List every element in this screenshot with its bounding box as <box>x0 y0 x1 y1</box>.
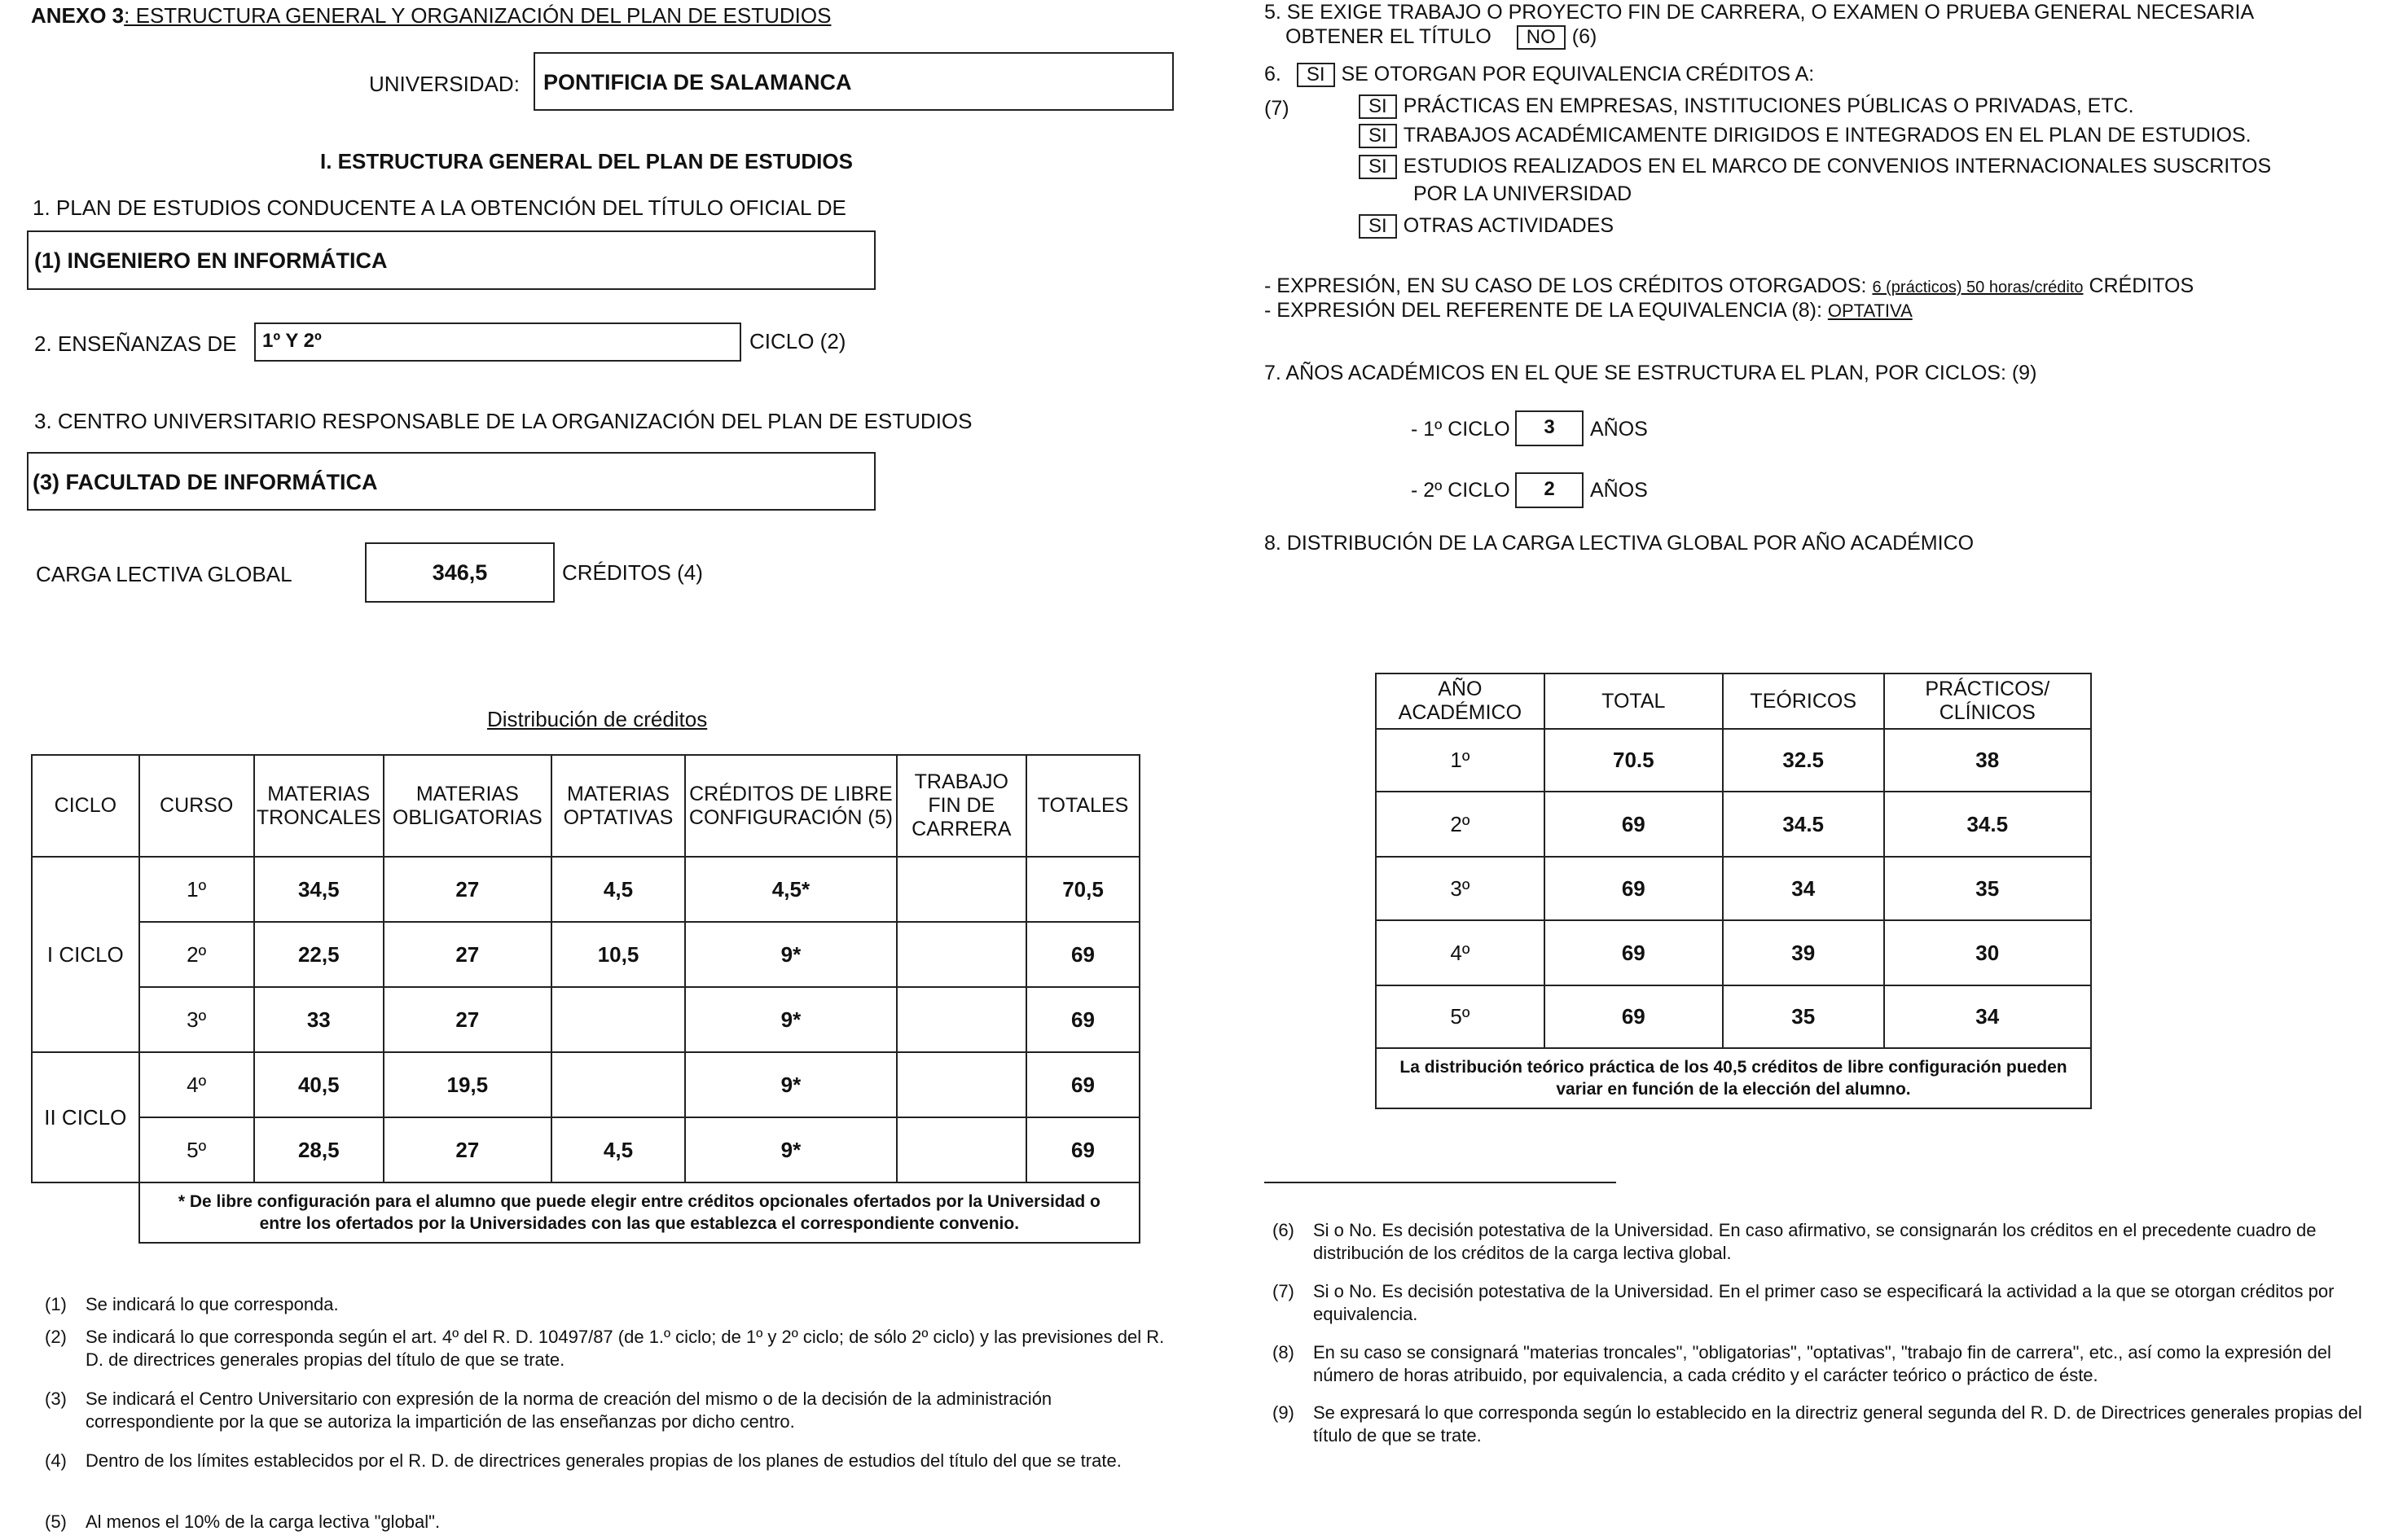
year-distribution-table <box>1375 673 2092 1109</box>
footnote-text: Se expresará lo que corresponda según lo establecido en la directriz general segunda del R. D. de Directrices generales propias del título de que se trate. <box>1313 1402 2362 1446</box>
item6-ref: (7) <box>1264 97 1289 120</box>
item1-value: (1) INGENIERO EN INFORMÁTICA <box>34 248 388 273</box>
dist-note-row <box>32 1182 1140 1243</box>
equiv-value: SI <box>1359 94 1397 119</box>
university-value: PONTIFICIA DE SALAMANCA <box>543 70 852 94</box>
item6-value: SI <box>1297 63 1335 87</box>
ciclo2-unit: AÑOS <box>1590 479 1648 502</box>
dist-note-line2: entre los ofertados por la Universidades con las que establezca el correspondiente convenio. <box>259 1214 1020 1233</box>
optativas-cell <box>551 1052 686 1117</box>
equiv-label: TRABAJOS ACADÉMICAMENTE DIRIGIDOS E INTEGRADOS EN EL PLAN DE ESTUDIOS. <box>1403 124 2251 147</box>
curso-cell: 3º <box>139 987 254 1052</box>
annex-label: ANEXO 3 <box>31 3 125 28</box>
annex-title: : ESTRUCTURA GENERAL Y ORGANIZACIÓN DEL PLAN DE ESTUDIOS <box>124 3 832 28</box>
year-cell: 1º <box>1376 729 1544 792</box>
expr1-label: - EXPRESIÓN, EN SU CASO DE LOS CRÉDITOS OTORGADOS: <box>1264 274 1867 297</box>
dist-header-curso: CURSO <box>139 755 254 857</box>
total-cell: 69 <box>1026 1117 1140 1182</box>
expr1-value: 6 (prácticos) 50 horas/crédito <box>1872 279 2084 296</box>
footnote-num: (8) <box>1272 1342 1294 1362</box>
item1-label: 1. PLAN DE ESTUDIOS CONDUCENTE A LA OBTENCIÓN DEL TÍTULO OFICIAL DE <box>33 195 846 220</box>
dist-header-ciclo: CICLO <box>32 755 139 857</box>
curso-cell: 1º <box>139 857 254 922</box>
equiv-label: PRÁCTICAS EN EMPRESAS, INSTITUCIONES PÚBLICAS O PRIVADAS, ETC. <box>1403 94 2134 117</box>
ciclo1-value: 3 <box>1544 416 1555 438</box>
year-header-year: AÑO ACADÉMICO <box>1376 673 1544 729</box>
ciclo2-value: 2 <box>1544 478 1555 500</box>
troncales-cell: 34,5 <box>254 857 384 922</box>
obligatorias-cell: 27 <box>384 1117 551 1182</box>
troncales-cell: 22,5 <box>254 922 384 987</box>
troncales-cell: 33 <box>254 987 384 1052</box>
obligatorias-cell: 27 <box>384 987 551 1052</box>
dist-header-row <box>32 755 1140 857</box>
libre-cell: 9* <box>685 922 896 987</box>
practicos-cell: 34 <box>1884 985 2091 1048</box>
dist-header-totales: TOTALES <box>1026 755 1140 857</box>
teoricos-cell: 39 <box>1723 920 1884 985</box>
item5-label: OBTENER EL TÍTULO <box>1285 25 1491 48</box>
year-note <box>1376 1048 2091 1108</box>
footnote-text: Si o No. Es decisión potestativa de la Universidad. En caso afirmativo, se consignarán los créditos en el precedente cuadro de distribución de los créditos de la carga lectiva global. <box>1313 1220 2317 1263</box>
footnote-num: (9) <box>1272 1402 1294 1423</box>
troncales-cell: 40,5 <box>254 1052 384 1117</box>
total-cell: 69 <box>1026 987 1140 1052</box>
table-row <box>32 987 1140 1052</box>
obligatorias-cell: 19,5 <box>384 1052 551 1117</box>
total-cell: 69 <box>1544 985 1723 1048</box>
item2-value: 1º Y 2º <box>262 330 322 352</box>
ciclo-cell: I CICLO <box>32 857 139 1052</box>
dist-header-obligatorias: MATERIAS OBLIGATORIAS <box>384 755 551 857</box>
dist-header-optativas: MATERIAS OPTATIVAS <box>551 755 686 857</box>
item5-line2 <box>1285 24 1597 50</box>
carga-label: CARGA LECTIVA GLOBAL <box>36 562 292 586</box>
obligatorias-cell: 27 <box>384 922 551 987</box>
expr2-value: OPTATIVA <box>1827 301 1913 321</box>
trabajo-cell <box>897 922 1026 987</box>
annex-heading <box>31 3 831 28</box>
curso-cell: 5º <box>139 1117 254 1182</box>
total-cell: 69 <box>1544 792 1723 857</box>
footnote-num: (2) <box>45 1327 67 1347</box>
optativas-cell: 4,5 <box>551 857 686 922</box>
libre-cell: 4,5* <box>685 857 896 922</box>
trabajo-cell <box>897 987 1026 1052</box>
practicos-cell: 34.5 <box>1884 792 2091 857</box>
item3-value: (3) FACULTAD DE INFORMÁTICA <box>33 470 378 494</box>
equiv-item-4 <box>1359 213 1614 239</box>
teoricos-cell: 32.5 <box>1723 729 1884 792</box>
item5-line1: 5. SE EXIGE TRABAJO O PROYECTO FIN DE CARRERA, O EXAMEN O PRUEBA GENERAL NECESARIA <box>1264 1 2255 24</box>
obligatorias-cell: 27 <box>384 857 551 922</box>
expr2-line <box>1264 298 1913 323</box>
section-title: I. ESTRUCTURA GENERAL DEL PLAN DE ESTUDIOS <box>320 149 853 173</box>
equiv-value: SI <box>1359 155 1397 179</box>
carga-value: 346,5 <box>432 560 488 585</box>
curso-cell: 4º <box>139 1052 254 1117</box>
year-note-line2: variar en función de la elección del alumno. <box>1556 1080 1911 1099</box>
equiv-label: OTRAS ACTIVIDADES <box>1403 214 1614 237</box>
equiv-value: SI <box>1359 124 1397 148</box>
year-cell: 5º <box>1376 985 1544 1048</box>
equiv-value: SI <box>1359 214 1397 239</box>
item7-label: 7. AÑOS ACADÉMICOS EN EL QUE SE ESTRUCTURA EL PLAN, POR CICLOS: (9) <box>1264 362 2037 384</box>
item2-box <box>254 322 741 362</box>
optativas-cell: 10,5 <box>551 922 686 987</box>
footnote-text: Dentro de los límites establecidos por el R. D. de directrices generales propias de los planes de estudios del título del que se trate. <box>86 1450 1122 1471</box>
table-row <box>1376 920 2091 985</box>
footnote-num: (3) <box>45 1389 67 1409</box>
optativas-cell <box>551 987 686 1052</box>
year-header-total: TOTAL <box>1544 673 1723 729</box>
table-row <box>32 922 1140 987</box>
expr1-suffix: CRÉDITOS <box>2089 274 2194 297</box>
expr1-line <box>1264 274 2194 300</box>
footnote-num: (6) <box>1272 1220 1294 1240</box>
total-cell: 70.5 <box>1544 729 1723 792</box>
dist-title: Distribución de créditos <box>487 707 708 731</box>
footnote-text: Se indicará lo que corresponda. <box>86 1294 339 1314</box>
trabajo-cell <box>897 857 1026 922</box>
table-row <box>32 857 1140 922</box>
trabajo-cell <box>897 1117 1026 1182</box>
ciclo1-label: - 1º CICLO <box>1411 418 1510 441</box>
footnote-divider <box>1264 1182 1616 1183</box>
year-cell: 3º <box>1376 857 1544 920</box>
libre-cell: 9* <box>685 1052 896 1117</box>
dist-header-libre: CRÉDITOS DE LIBRE CONFIGURACIÓN (5) <box>685 755 896 857</box>
year-cell: 2º <box>1376 792 1544 857</box>
carga-suffix: CRÉDITOS (4) <box>562 560 703 585</box>
teoricos-cell: 34.5 <box>1723 792 1884 857</box>
item6-num: 6. <box>1264 63 1281 86</box>
year-cell: 4º <box>1376 920 1544 985</box>
total-cell: 70,5 <box>1026 857 1140 922</box>
dist-note-line1: * De libre configuración para el alumno que puede elegir entre créditos opcionales ofertados por la Universidad o <box>178 1192 1100 1211</box>
trabajo-cell <box>897 1052 1026 1117</box>
item2-suffix: CICLO (2) <box>749 329 846 353</box>
libre-cell: 9* <box>685 1117 896 1182</box>
university-label: UNIVERSIDAD: <box>369 72 520 96</box>
year-note-line1: La distribución teórico práctica de los 40,5 créditos de libre configuración pueden <box>1399 1058 2067 1077</box>
table-row <box>1376 729 2091 792</box>
optativas-cell: 4,5 <box>551 1117 686 1182</box>
item6-label: SE OTORGAN POR EQUIVALENCIA CRÉDITOS A: <box>1341 63 1815 86</box>
year-header-practicos: PRÁCTICOS/ CLÍNICOS <box>1884 673 2091 729</box>
item3-label: 3. CENTRO UNIVERSITARIO RESPONSABLE DE LA ORGANIZACIÓN DEL PLAN DE ESTUDIOS <box>34 409 973 433</box>
equiv-item-3-line2: POR LA UNIVERSIDAD <box>1413 182 1632 205</box>
item5-suffix: (6) <box>1571 25 1597 48</box>
footnote-text: Al menos el 10% de la carga lectiva "global". <box>86 1511 441 1532</box>
footnote-num: (1) <box>45 1294 67 1314</box>
equiv-label: ESTUDIOS REALIZADOS EN EL MARCO DE CONVENIOS INTERNACIONALES SUSCRITOS <box>1403 155 2272 178</box>
equiv-item-1 <box>1359 94 2134 119</box>
footnote-text: Se indicará el Centro Universitario con expresión de la norma de creación del mismo o de la decisión de la administración correspondiente por la que se autoriza la impartición de las enseñanzas por dicho centro. <box>86 1389 1052 1432</box>
footnote-text: En su caso se consignará "materias troncales", "obligatorias", "optativas", "trabajo fin de carrera", etc., así como la expresión del número de horas atribuido, por equivalencia, a cada crédito y el carácter teórico o práctico de éste. <box>1313 1342 2331 1385</box>
teoricos-cell: 34 <box>1723 857 1884 920</box>
equiv-item-3 <box>1359 154 2271 179</box>
troncales-cell: 28,5 <box>254 1117 384 1182</box>
item2-label: 2. ENSEÑANZAS DE <box>34 331 237 356</box>
practicos-cell: 35 <box>1884 857 2091 920</box>
footnote-text: Se indicará lo que corresponda según el art. 4º del R. D. 10497/87 (de 1.º ciclo; de 1º y 2º ciclo; de sólo 2º ciclo) y las previsiones del R. D. de directrices generales propias del título de que se trate. <box>86 1327 1165 1370</box>
ciclo-cell: II CICLO <box>32 1052 139 1182</box>
table-row <box>1376 792 2091 857</box>
item8-label: 8. DISTRIBUCIÓN DE LA CARGA LECTIVA GLOBAL POR AÑO ACADÉMICO <box>1264 532 1975 555</box>
footnote-num: (7) <box>1272 1281 1294 1301</box>
total-cell: 69 <box>1026 922 1140 987</box>
year-header-row <box>1376 673 2091 729</box>
dist-note <box>139 1182 1140 1243</box>
expr2-label: - EXPRESIÓN DEL REFERENTE DE LA EQUIVALENCIA (8): <box>1264 299 1822 322</box>
practicos-cell: 38 <box>1884 729 2091 792</box>
credit-distribution-table <box>31 754 1140 1244</box>
year-header-teoricos: TEÓRICOS <box>1723 673 1884 729</box>
equiv-item-2 <box>1359 123 2251 148</box>
dist-header-troncales: MATERIAS TRONCALES <box>254 755 384 857</box>
dist-header-trabajo: TRABAJO FIN DE CARRERA <box>897 755 1026 857</box>
teoricos-cell: 35 <box>1723 985 1884 1048</box>
ciclo2-label: - 2º CICLO <box>1411 479 1510 502</box>
item6-line <box>1264 62 1814 87</box>
curso-cell: 2º <box>139 922 254 987</box>
footnote-text: Si o No. Es decisión potestativa de la Universidad. En el primer caso se especificará la actividad a la que se otorgan créditos por equivalencia. <box>1313 1281 2335 1324</box>
practicos-cell: 30 <box>1884 920 2091 985</box>
libre-cell: 9* <box>685 987 896 1052</box>
table-row <box>32 1052 1140 1117</box>
table-row <box>32 1117 1140 1182</box>
table-row <box>1376 985 2091 1048</box>
total-cell: 69 <box>1026 1052 1140 1117</box>
footnote-num: (4) <box>45 1450 67 1471</box>
total-cell: 69 <box>1544 857 1723 920</box>
footnote-num: (5) <box>45 1511 67 1532</box>
total-cell: 69 <box>1544 920 1723 985</box>
year-note-row <box>1376 1048 2091 1108</box>
ciclo1-unit: AÑOS <box>1590 418 1648 441</box>
item5-value: NO <box>1517 25 1566 50</box>
table-row <box>1376 857 2091 920</box>
